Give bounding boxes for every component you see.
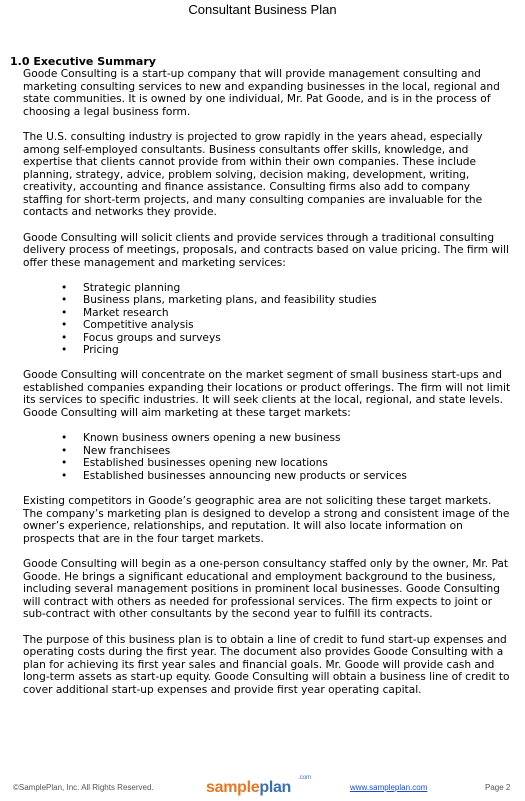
list-item: • Business plans, marketing plans, and feasibility studies: [83, 294, 513, 306]
logo-com-text: .com: [298, 775, 312, 781]
paragraph-market-segment: Goode Consulting will concentrate on the market segment of small business start-ups and established companies expanding their locations or product offerings. The firm will not limit its services to specific industries. It will seek clients at the local, regional, and state levels. Goode Consulting will aim marketing at these target markets:: [23, 369, 511, 419]
list-item: • Pricing: [83, 344, 513, 356]
list-item: • Established businesses announcing new products or services: [83, 470, 513, 482]
paragraph-competitors: Existing competitors in Goode’s geographic area are not soliciting these target markets. The company’s marketing plan is designed to develop a strong and consistent image of the owner’s experience, relationships, and reputation. It will also locate information on prospects that are in the four target markets.: [23, 495, 510, 545]
logo-plan-text: plan: [259, 779, 292, 796]
list-item: • Focus groups and surveys: [83, 332, 513, 344]
list-item: • Competitive analysis: [83, 319, 513, 331]
page-footer: [0, 776, 525, 798]
sampleplan-logo: [206, 776, 316, 798]
website-link[interactable]: www.sampleplan.com: [350, 783, 428, 792]
list-item: • New franchisees: [83, 445, 513, 457]
target-markets-list: [23, 432, 513, 482]
logo-sample-text: sample: [206, 779, 260, 796]
logo-wordmark: [206, 779, 291, 797]
paragraph-purpose: The purpose of this business plan is to obtain a line of credit to fund start-up expenses and operating costs during the first year. The document also provides Goode Consulting with a plan for achieving its first year sales and financial goals. Mr. Goode will provide cash and long-term assets as start-up equity. Goode Consulting will obtain a business line of credit to cover additional start-up expenses and provide first year operating capital.: [23, 633, 510, 696]
paragraph-services-intro: Goode Consulting will solicit clients and provide services through a traditional consulting delivery process of meetings, proposals, and contracts based on value pricing. The firm will offer these management and marketing services:: [23, 231, 509, 269]
document-body: [10, 55, 513, 709]
section-heading: 1.0 Executive Summary: [10, 55, 156, 68]
paragraph-intro: Goode Consulting is a start-up company that will provide management consulting and marketing consulting services to new and expanding businesses in the local, regional and state communities. It is owned by one individual, Mr. Pat Goode, and is in the process of choosing a legal business form.: [23, 68, 500, 118]
paragraph-industry: The U.S. consulting industry is projected to grow rapidly in the years ahead, especially among self-employed consultants. Business consultants offer skills, knowledge, and expertise that clients cannot provide from within their own companies. These include planning, strategy, advice, problem solving, decision making, development, writing, creativity, accounting and finance assistance. Consulting firms also add to company staffing for short-term projects, and many consulting companies are invaluable for the contacts and networks they provide.: [23, 131, 483, 218]
list-item: • Strategic planning: [83, 282, 513, 294]
paragraph-staffing: Goode Consulting will begin as a one-person consultancy staffed only by the owner, Mr. Pat Goode. He brings a significant educational and employment background to the business, including several management positions in prominent local businesses. Goode Consulting will contract with others as needed for professional services. The firm expects to joint or sub-contract with other consultants by the second year to fulfill its contracts.: [23, 558, 509, 621]
list-item: • Established businesses opening new locations: [83, 457, 513, 469]
list-item: • Known business owners opening a new business: [83, 432, 513, 444]
copyright-text: ©SamplePlan, Inc. All Rights Reserved.: [13, 783, 154, 792]
services-list: [23, 282, 513, 356]
page-header-title: Consultant Business Plan: [188, 2, 337, 17]
page-number: Page 2: [485, 783, 511, 792]
list-item: • Market research: [83, 307, 513, 319]
